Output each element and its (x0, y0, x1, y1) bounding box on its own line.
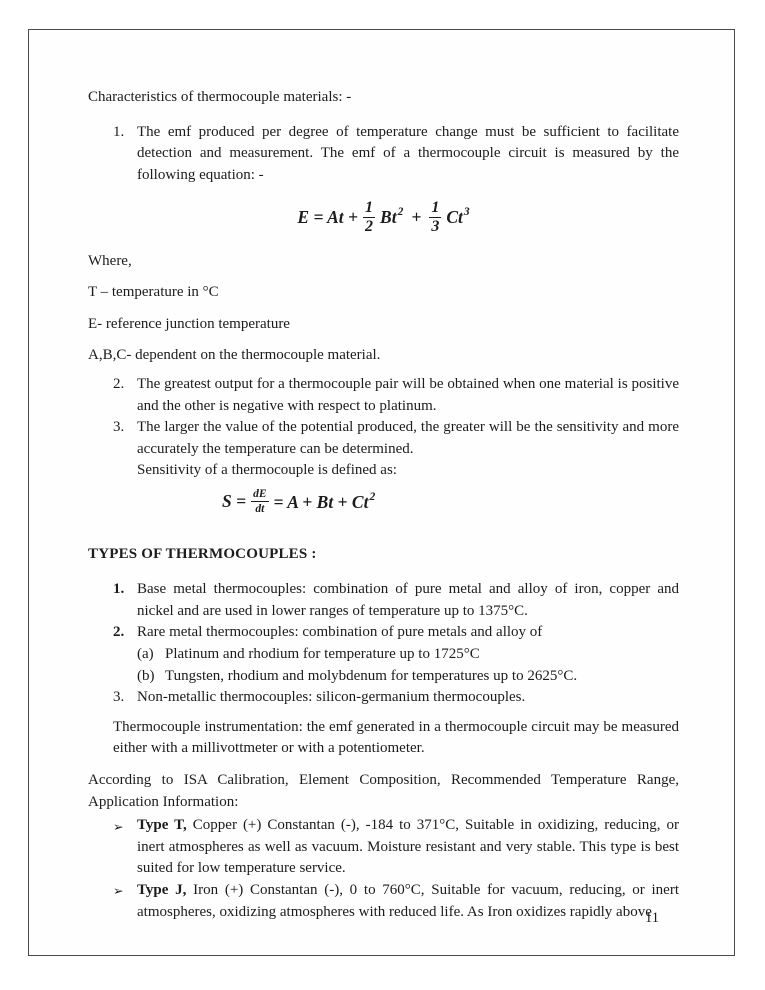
according-paragraph: According to ISA Calibration, Element Composition, Recommended Temperature Range, Application Information: (88, 772, 679, 810)
type-j-label: Type J, (137, 881, 187, 898)
list-item-text: The emf produced per degree of temperature change must be sufficient to facilitate detection and measurement. The emf of a thermocouple circuit is measured by the following equation: - (137, 123, 679, 183)
plus-sign: + (411, 206, 422, 227)
list-item-text: Rare metal thermocouples: combination of pure metals and alloy of (137, 624, 543, 641)
instrumentation-paragraph: Thermocouple instrumentation: the emf generated in a thermocouple circuit may be measured either with a millivottmeter or with a potentiometer. (113, 718, 679, 757)
list-number: 3. (113, 419, 125, 436)
equation-term: Bt$^2$ (380, 206, 404, 228)
bullet-item-type-t (88, 815, 679, 880)
list-item-text: Non-metallic thermocouples: silicon-germanium thermocouples. (137, 689, 526, 706)
list-number: 1. (113, 581, 125, 598)
equation-term: S = (222, 491, 247, 512)
sub-item-text: Platinum and rhodium for temperature up to 1725°C (165, 646, 480, 663)
list-item-base-metal (88, 579, 679, 622)
equation-term: = $A + Bt + Ct^2$ (273, 490, 376, 512)
intro-line: Characteristics of thermocouple materials: - (88, 89, 352, 105)
arrow-bullet-icon: ➢ (113, 884, 124, 899)
list-number: 3. (113, 689, 125, 706)
list-item-text: The larger the value of the potential produced, the greater will be the sensitivity and more accurately the temperature can be determined. Sensitivity of a thermocouple is defined as: (137, 417, 679, 482)
bullet-text: Type T, Copper (+) Constantan (-), -184 to 371°C, Suitable in oxidizing, reducing, or inert atmospheres as well as vacuum. Moisture resistant and very stable. This type is best suited for low temperature service. (137, 817, 680, 877)
list-item-sensitivity (88, 417, 679, 482)
sub-item-platinum-rhodium (137, 644, 679, 666)
fraction-one-third: $\frac{1}{3}$ (431, 199, 440, 235)
list-number: 1. (113, 123, 125, 140)
list-number: 2. (113, 375, 125, 392)
list-item-emf (88, 122, 679, 187)
equation-sensitivity (222, 487, 679, 517)
list-item-non-metallic (88, 687, 679, 709)
bullet-text: Type J, Iron (+) Constantan (-), 0 to 760°C, Suitable for vacuum, reducing, or inert atmospheres, oxidizing atmospheres with reduced life. As Iron oxidizes rapidly above (137, 881, 679, 920)
fraction-de-dt: $\frac{dE}{dt}$ (253, 487, 267, 516)
list-item-rare-metal (88, 622, 679, 644)
bullet-item-type-j (88, 880, 679, 923)
definition-abc: A,B,C- dependent on the thermocouple material. (88, 347, 381, 364)
equation-term: E = At + (297, 206, 359, 227)
sensitivity-definition-lead: Sensitivity of a thermocouple is defined as: (137, 462, 397, 479)
sub-item-text: Tungsten, rhodium and molybdenum for temperatures up to 2625°C. (165, 667, 578, 684)
page-number: 11 (645, 910, 659, 926)
definition-e: E- reference junction temperature (88, 315, 290, 332)
equation-term: Ct$^3$ (446, 206, 470, 228)
document-content (88, 87, 679, 923)
sub-item-label: (a) (137, 646, 154, 663)
arrow-bullet-icon: ➢ (113, 819, 124, 834)
list-number: 2. (113, 624, 125, 641)
type-t-label: Type T, (137, 817, 187, 834)
definition-t: T – temperature in °C (88, 284, 219, 301)
sub-item-label: (b) (137, 667, 155, 684)
page-frame (28, 29, 735, 956)
list-item-text: The greatest output for a thermocouple pair will be obtained when one material is positive and the other is negative with respect to platinum. (137, 375, 679, 414)
sub-item-tungsten-rhodium (137, 666, 679, 688)
where-label: Where, (88, 252, 132, 269)
equation-emf (88, 199, 679, 235)
fraction-one-half: $\frac{1}{2}$ (365, 199, 374, 235)
list-item-text: Base metal thermocouples: combination of pure metal and alloy of iron, copper and nickel and are used in lower ranges of temperature up to 1375°C. (137, 581, 679, 619)
list-item-greatest-output (88, 374, 679, 417)
section-heading-types: TYPES OF THERMOCOUPLES : (88, 545, 317, 562)
